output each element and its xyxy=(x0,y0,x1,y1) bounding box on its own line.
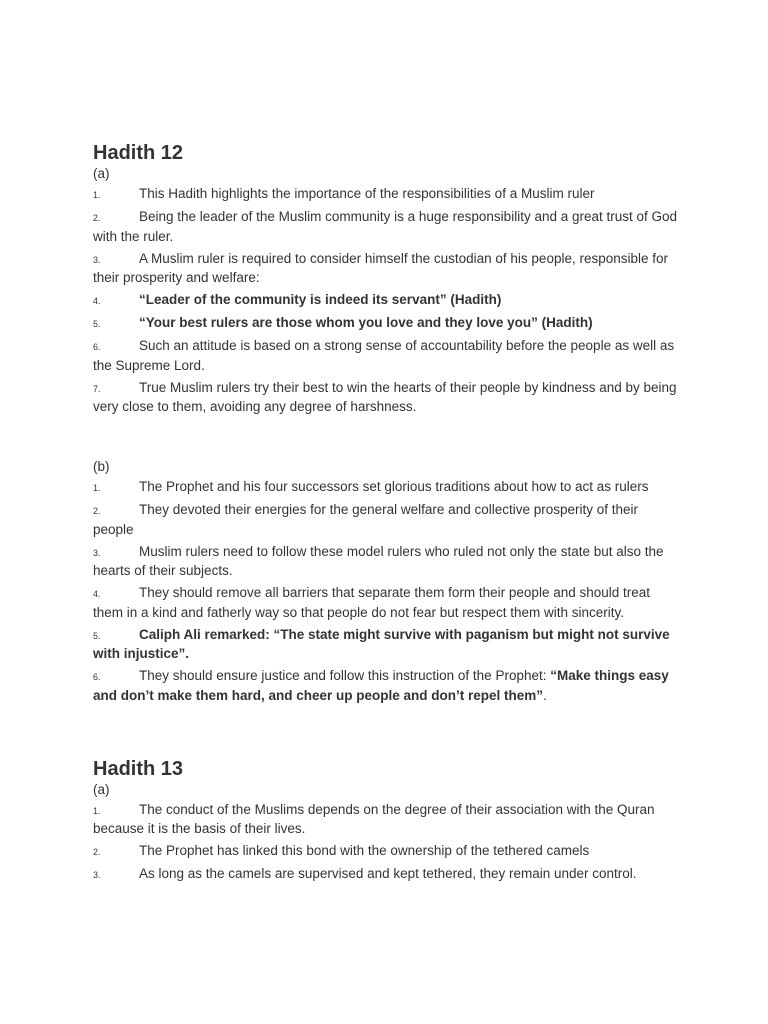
list-item xyxy=(93,208,678,246)
item-number: 1. xyxy=(93,805,101,816)
item-number: 5. xyxy=(93,319,101,329)
item-number: 3. xyxy=(93,254,101,265)
item-text: Muslim rulers need to follow these model rulers who ruled not only the state but also the hearts of their subjects. xyxy=(93,543,664,578)
item-number: 4. xyxy=(93,296,101,306)
list-item xyxy=(93,543,678,581)
list-item xyxy=(93,667,678,705)
item-text: They should ensure justice and follow this instruction of the Prophet: xyxy=(139,668,551,683)
part-label-a: (a) xyxy=(93,166,110,181)
item-text: Such an attitude is based on a strong sense of accountability before the people as well as the Supreme Lord. xyxy=(93,338,675,373)
part-label-b: (b) xyxy=(93,459,110,474)
section-title-hadith-12: Hadith 12 xyxy=(93,142,184,164)
list-item xyxy=(93,478,678,498)
item-number: 2. xyxy=(93,506,101,516)
item-number: 4. xyxy=(93,589,101,599)
item-text-tail: . xyxy=(543,687,547,703)
item-number: 5. xyxy=(93,630,101,641)
list-item xyxy=(93,501,678,539)
section-title-hadith-13: Hadith 13 xyxy=(93,757,184,780)
item-number: 2. xyxy=(93,213,101,223)
list-item xyxy=(93,314,678,334)
item-number: 2. xyxy=(93,847,101,857)
item-text: They devoted their energies for the general welfare and collective prosperity of their people xyxy=(93,502,639,537)
item-text: The Prophet has linked this bond with the ownership of the tethered camels xyxy=(139,843,590,858)
list-item xyxy=(93,801,678,839)
list-item xyxy=(93,626,678,664)
document-page xyxy=(93,141,678,888)
list-item xyxy=(93,337,678,375)
item-text: Being the leader of the Muslim community is a huge responsibility and a great trust of God with the ruler. xyxy=(93,209,678,244)
item-text: A Muslim ruler is required to consider himself the custodian of his people, responsible for their prosperity and welfare: xyxy=(93,250,669,285)
list-item xyxy=(93,250,678,288)
item-text: Caliph Ali remarked: “The state might survive with paganism but might not survive with injustice”. xyxy=(93,626,670,661)
item-number: 6. xyxy=(93,342,101,352)
list-item xyxy=(93,865,678,885)
part-label-a: (a) xyxy=(93,781,110,797)
item-number: 3. xyxy=(93,547,101,558)
spacer xyxy=(93,420,678,458)
list-item xyxy=(93,291,678,311)
item-text: This Hadith highlights the importance of the responsibilities of a Muslim ruler xyxy=(139,186,595,201)
item-text: “Your best rulers are those whom you love and they love you” (Hadith) xyxy=(139,315,593,330)
item-text-emphasis: “Make things easy and don’t make them hard, and cheer up people and don’t repel them” xyxy=(93,668,669,703)
item-text: They should remove all barriers that separate them form their people and should treat them in a kind and fatherly way so that people do not fear but respect them with sincerity. xyxy=(93,585,651,620)
item-number: 1. xyxy=(93,190,101,200)
item-number: 3. xyxy=(93,870,101,880)
list-item xyxy=(93,185,678,205)
item-text: The Prophet and his four successors set glorious traditions about how to act as rulers xyxy=(139,479,649,494)
item-text: As long as the camels are supervised and kept tethered, they remain under control. xyxy=(139,866,637,881)
item-text: True Muslim rulers try their best to win the hearts of their people by kindness and by being very close to them, avoiding any degree of harshness. xyxy=(93,379,677,414)
item-number: 1. xyxy=(93,483,101,493)
spacer xyxy=(93,709,678,757)
item-number: 7. xyxy=(93,383,101,394)
item-text: The conduct of the Muslims depends on the degree of their association with the Quran because it is the basis of their lives. xyxy=(93,801,655,836)
list-item xyxy=(93,842,678,862)
item-number: 6. xyxy=(93,672,101,682)
list-item xyxy=(93,584,678,622)
item-text: “Leader of the community is indeed its servant” (Hadith) xyxy=(139,292,502,307)
list-item xyxy=(93,379,678,417)
